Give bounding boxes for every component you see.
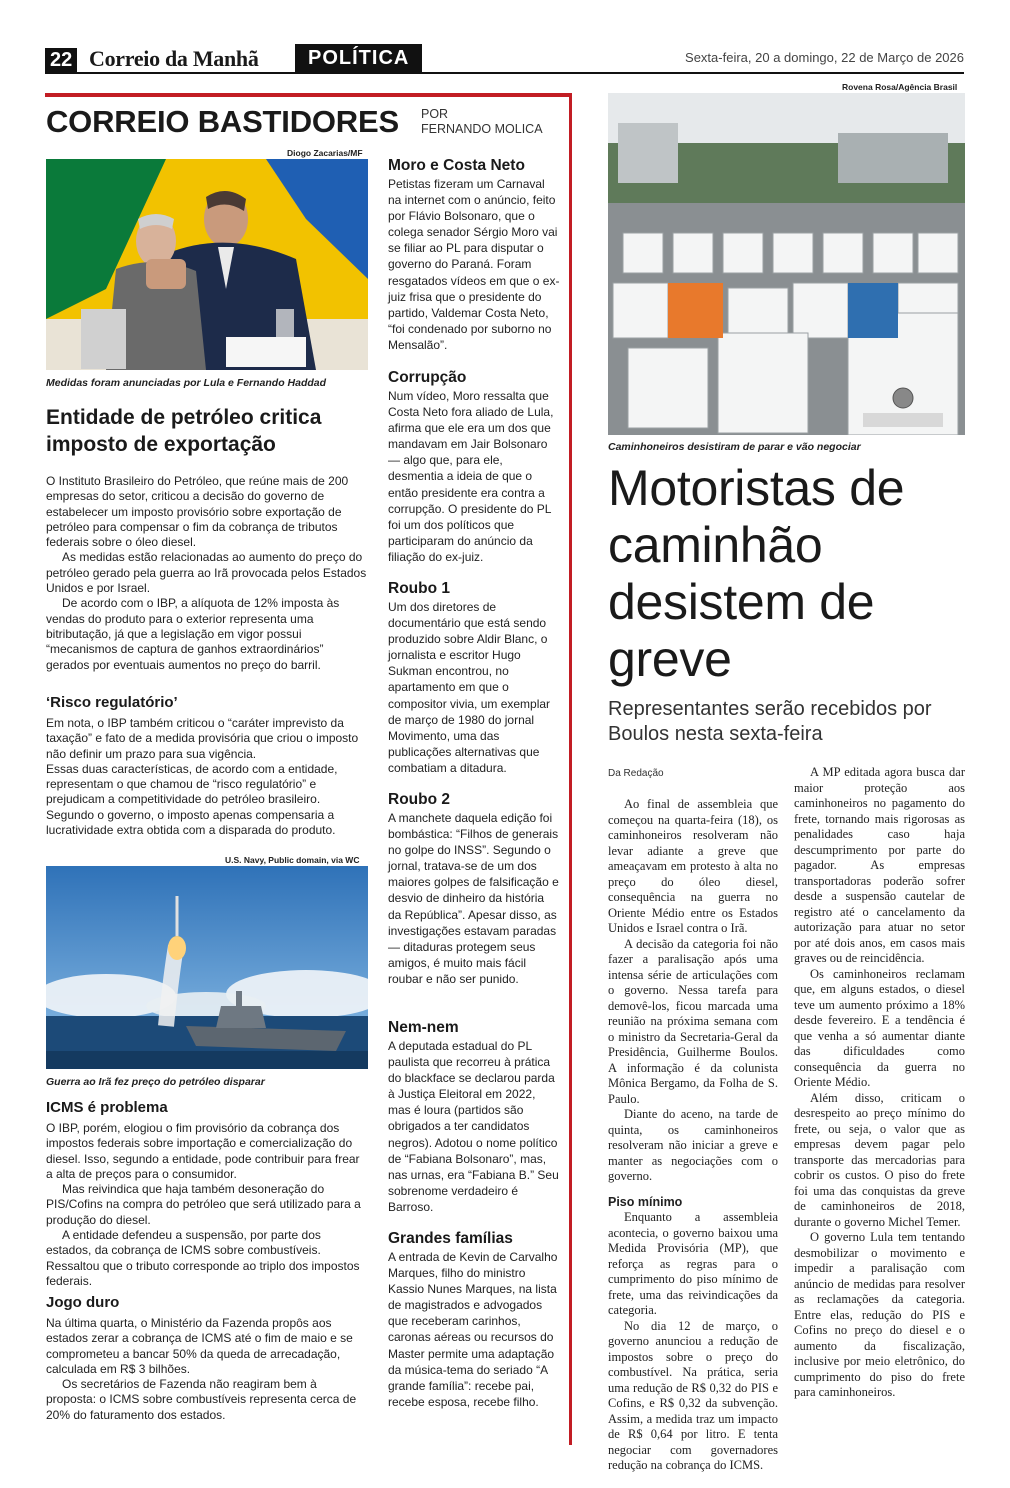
story1-p1: O Instituto Brasileiro do Petróleo, que reúne mais de 200 empresas do setor, criticou a decisão do governo de estabelecer um imposto provisório sobre exportação de petróleo para compensar o fim da cobrança de tributos federais sobre o óleo diesel. [46, 474, 349, 550]
story2-p2: Mas reivindica que haja também desoneração do PIS/Cofins na compra do petróleo que será utilizado para a produção do diesel. [46, 1182, 361, 1227]
main-p6: A MP editada agora busca dar maior proteção aos caminhoneiros no pagamento do frete, tornando mais rigorosas as penalidades caso haja descumprimento por parte do pagador. As empresas transportadoras poderão sofrer desde a suspensão cautelar de registro até o cancelamento da autorização para atuar no setor por até dois anos, em casos mais graves ou de reincidência. [794, 765, 965, 965]
story2-body-1 [46, 1121, 368, 1289]
story1-p5: Essas duas características, de acordo com a entidade, representam o que chamou de “risco regulatório” e prejudicam a competitividade do petróleo brasileiro. [46, 761, 338, 807]
story2-p4: Na última quarta, o Ministério da Fazenda propôs aos estados zerar a cobrança de ICMS até o fim de maio e se comprometeu a bancar 50% da queda de arrecadação, calculada em R$ 3 bilhões. [46, 1316, 353, 1376]
main-p4: Enquanto a assembleia acontecia, o governo baixou uma Medida Provisória (MP), que reforça as regras para o cumprimento do piso mínimo de frete, uma das reivindicações da categoria. [608, 1210, 778, 1317]
note-roubo1 [388, 579, 560, 776]
note-text: Um dos diretores de documentário que está sendo produzido sobre Aldir Blanc, o jornalista e escritor Hugo Sukman encontrou, no apartamento em que o compositor vivia, um exemplar de março de 1980 do jornal Movimento, uma das publicações alternativas que combatiam a ditadura. [388, 600, 551, 775]
story2-p5: Os secretários de Fazenda não reagiram bem à proposta: o ICMS sobre combustíveis representa cerca de 20% do faturamento dos estados. [46, 1377, 357, 1422]
story2-subhead-icms: ICMS é problema [46, 1099, 168, 1116]
photo1-caption: Medidas foram anunciadas por Lula e Fernando Haddad [46, 377, 327, 389]
photo-trucks-image [608, 93, 965, 435]
note-text: Num vídeo, Moro ressalta que Costa Neto fora aliado de Lula, afirma que ele era um dos que mandavam em Jair Bolsonaro — algo que, para ele, desmentia a ideia de que o então presidente era contra a corrupção. O presidente do PL foi um dos políticos que participaram do anúncio da filiação do ex-juiz. [388, 389, 554, 564]
note-text: A entrada de Kevin de Carvalho Marques, filho do ministro Kassio Nunes Marques, na lista de magistrados e advogados que receberam carinhos, caronas aéreas ou recursos do Master permite uma adaptação da música-tema do seriado “A grande família”: recebe pai, recebe esposa, recebe filho. [388, 1250, 558, 1409]
byline-name: FERNANDO MOLICA [421, 122, 543, 136]
photo-missile-launch [46, 866, 368, 1069]
photo-lula-haddad-image [46, 159, 368, 370]
story2-subhead-jogo: Jogo duro [46, 1294, 120, 1311]
photo2-caption: Guerra ao Irã fez preço do petróleo disparar [46, 1076, 265, 1088]
main-headline: Motoristas de caminhão desistem de greve [608, 460, 905, 687]
main-deck: Representantes serão recebidos por Boulos nesta sexta-feira [608, 698, 932, 745]
photo-trucks [608, 93, 965, 435]
note-text: A manchete daquela edição foi bombástica: “Filhos de generais no golpe do INSS”. Segundo o jornal, tratava-se de um dos maiores golpes de falsificação e desvio de dinheiro da história da República”. Apesar disso, as investigações estavam paradas — ditaduras protegem seus amigos, é muito mais fácil roubar e não ser punido. [388, 811, 559, 986]
issue-date: Sexta-feira, 20 a domingo, 22 de Março de 2026 [685, 50, 964, 65]
page-number: 22 [45, 48, 77, 72]
note-text: Petistas fizeram um Carnaval na internet com o anúncio, feito por Flávio Bolsonaro, que o colega senador Sérgio Moro vai se filiar ao PL para disputar o governo do Paraná. Foram resgatados vídeos em que o ex-juiz frisa que o presidente do partido, Valdemar Costa Neto, “foi condenado por suborno no Mensalão”. [388, 177, 560, 352]
story1-p4: Em nota, o IBP também criticou o “caráter imprevisto da taxação” e fato de a medida provisória que criou o imposto não definir um prazo para sua vigência. [46, 716, 359, 761]
photo-lula-haddad [46, 159, 368, 370]
note-title: Corrupção [388, 369, 467, 386]
note-roubo2 [388, 790, 560, 987]
photo-missile-image [46, 866, 368, 1069]
story2-body-2 [46, 1316, 368, 1423]
story1-body [46, 474, 368, 673]
main-col-1 [608, 797, 778, 1474]
masthead: Correio da Manhã [89, 46, 259, 71]
main-p2: A decisão da categoria foi não fazer a paralisação após uma intensa série de articulações com o governo. Nessa tarefa para demovê-los, ficou marcada uma reunião na próxima semana com o ministro da Secretaria-Geral da Presidência, Guilherme Boulos. A informação é da colunista Mônica Bergamo, da Folha de S. Paulo. [608, 936, 778, 1106]
story1-body-2 [46, 716, 368, 838]
section-label: POLÍTICA [295, 44, 422, 72]
photo2-credit: U.S. Navy, Public domain, via WC [225, 855, 360, 865]
column-title: CORREIO BASTIDORES [46, 104, 399, 139]
note-title: Grandes famílias [388, 1230, 513, 1247]
note-corrupcao [388, 368, 560, 565]
note-title: Moro e Costa Neto [388, 157, 525, 174]
story2-p1: O IBP, porém, elogiou o fim provisório da cobrança dos impostos federais sobre importação e comercialização do diesel. Isso, segundo a entidade, pode contribuir para frear a alta de preços para o consumidor. [46, 1121, 360, 1181]
story1-p6: Segundo o governo, o imposto apenas compensaria a lucratividade extra obtida com a disparada do produto. [46, 807, 336, 838]
note-text: A deputada estadual do PL paulista que recorreu à prática do blackface se declarou parda à Justiça Eleitoral em 2022, mas é loura (partidos são obrigados a ter candidatos negros). Adotou o nome político de “Fabiana Bolsonaro”, mas, nas urnas, era “Fabiana B.” Seu sobrenome verdadeiro é Barroso. [388, 1039, 559, 1214]
main-author: Da Redação [608, 768, 664, 779]
photo1-credit: Diogo Zacarias/MF [287, 148, 363, 158]
byline-por: POR [421, 107, 449, 121]
note-title: Roubo 2 [388, 791, 450, 808]
story1-headline: Entidade de petróleo critica imposto de exportação [46, 406, 322, 456]
main-p8: Além disso, criticam o desrespeito ao preço mínimo do frete, ou seja, o valor que as empresas devem pagar pelo transporte das mercadorias para cobrir os custos. O piso do frete foi uma das conquistas da greve de caminhoneiros de 2018, durante o governo Michel Temer. [794, 1090, 965, 1229]
note-grandes-familias [388, 1229, 560, 1410]
story2-p3: A entidade defendeu a suspensão, por parte dos estados, da cobrança de ICMS sobre combustíveis. Ressaltou que o tributo corresponde ao triplo dos impostos federais. [46, 1228, 360, 1288]
story1-subhead: ‘Risco regulatório’ [46, 694, 178, 711]
note-nemnem [388, 1018, 560, 1215]
note-title: Nem-nem [388, 1019, 459, 1036]
page-header [45, 44, 964, 74]
story1-p2: As medidas estão relacionadas ao aumento do preço do petróleo gerado pela guerra ao Irã provocada pelos Estados Unidos e por Israel. [46, 550, 367, 596]
column-byline [421, 107, 543, 137]
main-col-2 [794, 765, 965, 1401]
main-photo-caption: Caminhoneiros desistiram de parar e vão negociar [608, 441, 861, 453]
story1-p3: De acordo com o IBP, a alíquota de 12% imposta às vendas do produto para o exterior representa uma bitributação, já que a legislação em vigor possui “mecanismos de captura de ganhos extraordinários” gerados por eventuais aumentos no preço do barril. [46, 596, 340, 672]
note-title: Roubo 1 [388, 580, 450, 597]
note-moro [388, 156, 560, 353]
main-photo-credit: Rovena Rosa/Agência Brasil [842, 82, 958, 92]
main-p5: No dia 12 de março, o governo anunciou a redução de impostos sobre o preço do combustível. Na prática, seria uma redução de R$ 0,32 do PIS e Cofins, e R$ 0,32 da subvenção. Assim, a medida traz um impacto de R$ 0,64 por litro. E tenta negociar com governadores redução na cobrança do ICMS. [608, 1318, 778, 1472]
main-p1: Ao final de assembleia que começou na quarta-feira (18), os caminhoneiros resolveram não levar adiante a greve que ameaçavam em protesto à alta no preço do óleo diesel, consequência na guerra no Oriente Médio entre os Estados Unidos e Israel contra o Irã. [608, 797, 778, 935]
main-p7: Os caminhoneiros reclamam que, em alguns estados, o diesel teve um aumento próximo a 18% desde fevereiro. E a tendência é que venha a só aumentar diante das dificuldades como consequência da guerra no Oriente Médio. [794, 966, 965, 1089]
main-p3: Diante do aceno, na tarde de quinta, os caminhoneiros resolveram não iniciar a greve e manter as negociações com o governo. [608, 1107, 778, 1183]
main-subhead: Piso mínimo [608, 1194, 683, 1209]
main-p9: O governo Lula tem tentando desmobilizar o movimento e impedir a paralisação com anúncio de medidas para resolver as reclamações da categoria. Entre elas, redução do PIS e Cofins no preço do diesel e o aumento da fiscalização, inclusive por meio eletrônico, do cumprimento do piso do frete para caminhoneiros. [794, 1230, 965, 1399]
